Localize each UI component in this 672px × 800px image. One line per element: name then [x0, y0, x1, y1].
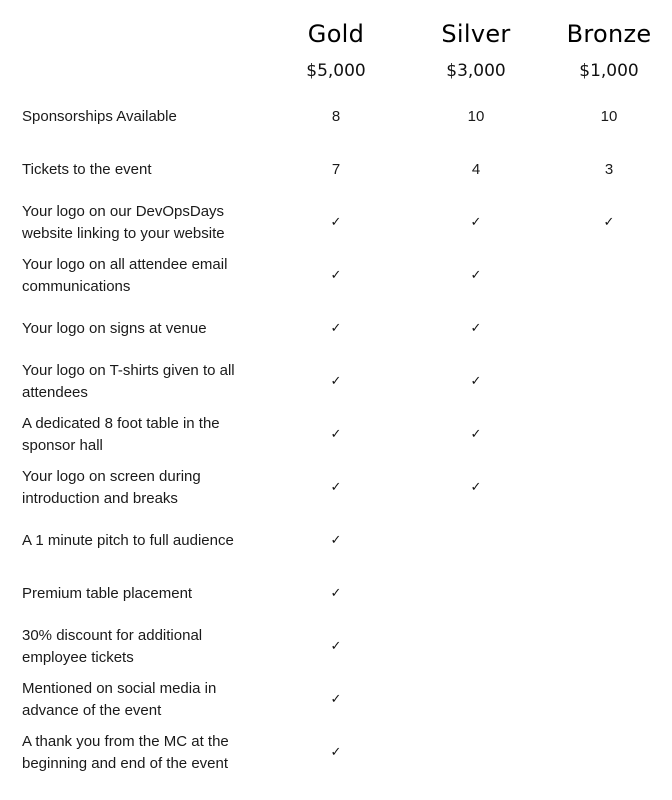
check-icon: ✓ [330, 321, 342, 336]
row-label: Your logo on our DevOpsDays website linking to your website [22, 202, 225, 242]
table-row [22, 90, 672, 143]
check-icon: ✓ [470, 268, 482, 283]
table-row [22, 620, 672, 673]
table-row [22, 567, 672, 620]
check-icon: ✓ [330, 215, 342, 230]
value-cell: 4 [471, 161, 481, 178]
row-label: Your logo on all attendee email communications [22, 255, 228, 295]
tier-name-silver: Silver [441, 20, 511, 48]
check-icon: ✓ [330, 692, 342, 707]
table-row [22, 461, 672, 514]
row-label: Mentioned on social media in advance of the event [22, 679, 217, 719]
check-icon: ✓ [470, 215, 482, 230]
check-icon: ✓ [330, 480, 342, 495]
check-icon: ✓ [330, 533, 342, 548]
check-icon: ✓ [330, 374, 342, 389]
check-icon: ✓ [603, 215, 615, 230]
row-label: Tickets to the event [22, 160, 152, 178]
check-icon: ✓ [330, 639, 342, 654]
check-icon: ✓ [470, 321, 482, 336]
row-label: A thank you from the MC at the beginning and end of the event [22, 732, 229, 772]
table-row [22, 302, 672, 355]
feature-rows [22, 90, 672, 779]
row-label: Sponsorships Available [22, 107, 177, 125]
table-row [22, 355, 672, 408]
row-label: 30% discount for additional employee tickets [22, 626, 203, 666]
value-cell: 7 [331, 161, 341, 178]
row-label: Your logo on T-shirts given to all attendees [22, 361, 235, 401]
row-label: Your logo on signs at venue [22, 319, 207, 337]
check-icon: ✓ [330, 268, 342, 283]
tier-name-gold: Gold [307, 20, 365, 48]
value-cell: 10 [467, 108, 485, 125]
table-row [22, 408, 672, 461]
row-label: Your logo on screen during introduction and breaks [22, 467, 201, 507]
table-row [22, 196, 672, 249]
tier-price-row [22, 63, 672, 80]
check-icon: ✓ [330, 745, 342, 760]
tier-header-row [22, 0, 672, 46]
value-cell: 8 [331, 108, 341, 125]
check-icon: ✓ [470, 374, 482, 389]
row-label: Premium table placement [22, 584, 193, 602]
price-spacer [22, 63, 266, 80]
tier-name-bronze: Bronze [566, 20, 652, 48]
table-row [22, 249, 672, 302]
value-cell: 3 [604, 161, 614, 178]
check-icon: ✓ [330, 427, 342, 442]
tier-price-silver: $3,000 [446, 61, 506, 81]
tier-price-gold: $5,000 [306, 61, 366, 81]
check-icon: ✓ [330, 586, 342, 601]
row-label: A 1 minute pitch to full audience [22, 531, 234, 549]
row-label: A dedicated 8 foot table in the sponsor hall [22, 414, 220, 454]
table-row [22, 143, 672, 196]
tier-price-bronze: $1,000 [579, 61, 639, 81]
value-cell: 10 [600, 108, 618, 125]
check-icon: ✓ [470, 480, 482, 495]
table-row [22, 514, 672, 567]
check-icon: ✓ [470, 427, 482, 442]
header-spacer [22, 22, 266, 46]
table-row [22, 726, 672, 779]
table-row [22, 673, 672, 726]
